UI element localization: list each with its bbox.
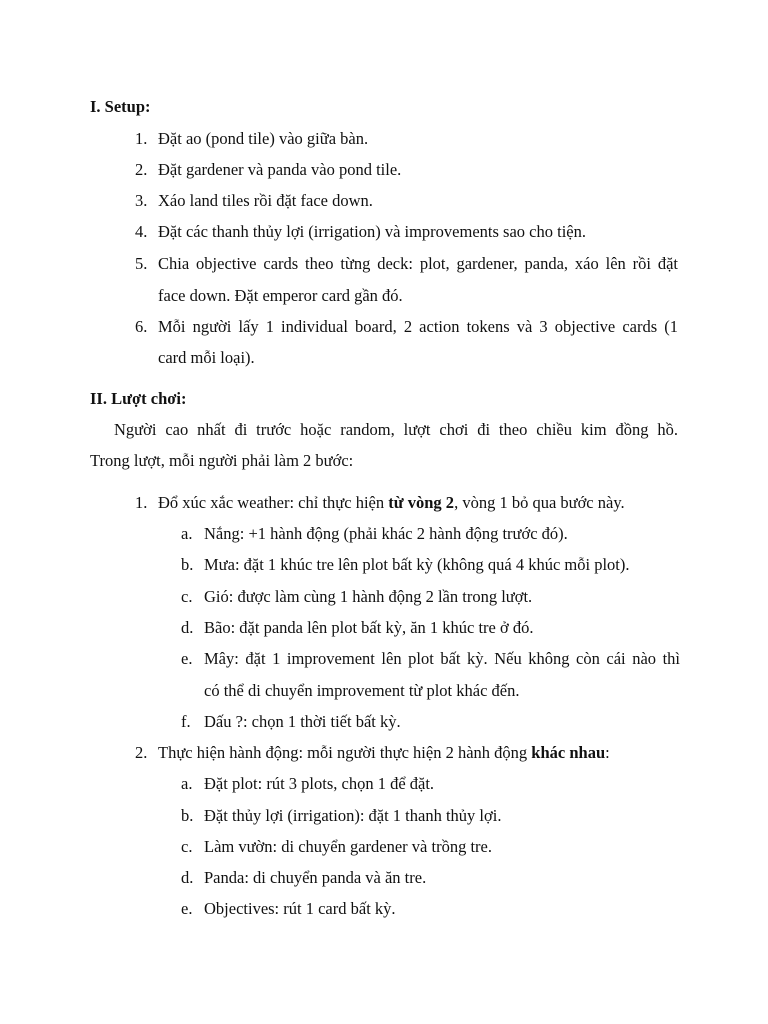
list-letter: b.	[181, 555, 194, 574]
list-letter: b.	[181, 806, 194, 825]
intro-paragraph-line: Người cao nhất đi trước hoặc random, lượt chơi đi theo chiều kim đồng hồ.	[114, 420, 678, 439]
list-number: 5.	[135, 254, 148, 273]
step2-text: Thực hiện hành động: mỗi người thực hiện 2 hành động khác nhau:	[158, 743, 610, 762]
list-item-line: card mỗi loại).	[158, 348, 255, 367]
list-number: 2.	[135, 160, 148, 179]
list-number: 1.	[135, 493, 148, 512]
list-item-line: face down. Đặt emperor card gần đó.	[158, 286, 403, 305]
list-letter: a.	[181, 774, 193, 793]
list-letter: e.	[181, 649, 193, 668]
list-item-line: Mỗi người lấy 1 individual board, 2 action tokens và 3 objective cards (1	[158, 317, 678, 336]
list-letter: a.	[181, 524, 193, 543]
list-number: 1.	[135, 129, 148, 148]
list-letter: d.	[181, 868, 194, 887]
list-letter: c.	[181, 587, 193, 606]
list-letter: d.	[181, 618, 194, 637]
list-item: Dấu ?: chọn 1 thời tiết bất kỳ.	[204, 712, 401, 731]
list-number: 3.	[135, 191, 148, 210]
intro-paragraph-line: Trong lượt, mỗi người phải làm 2 bước:	[90, 451, 354, 470]
list-letter: c.	[181, 837, 193, 856]
list-number: 2.	[135, 743, 148, 762]
list-item: Đặt các thanh thủy lợi (irrigation) và improvements sao cho tiện.	[158, 222, 586, 241]
list-item: Xáo land tiles rồi đặt face down.	[158, 191, 373, 210]
list-item: Objectives: rút 1 card bất kỳ.	[204, 899, 396, 918]
list-item: Panda: di chuyển panda và ăn tre.	[204, 868, 427, 887]
list-item: Đặt plot: rút 3 plots, chọn 1 để đặt.	[204, 774, 435, 793]
list-item-line: Chia objective cards theo từng deck: plot, gardener, panda, xáo lên rồi đặt	[158, 254, 678, 273]
list-item: Mưa: đặt 1 khúc tre lên plot bất kỳ (không quá 4 khúc mỗi plot).	[204, 555, 630, 574]
setup-heading: I. Setup:	[90, 97, 151, 116]
list-item-line: có thể di chuyển improvement từ plot khác đến.	[204, 681, 520, 700]
list-item: Gió: được làm cùng 1 hành động 2 lần trong lượt.	[204, 587, 533, 606]
list-item: Đặt thủy lợi (irrigation): đặt 1 thanh thủy lợi.	[204, 806, 502, 825]
list-letter: e.	[181, 899, 193, 918]
list-item: Làm vườn: di chuyển gardener và trồng tre.	[204, 837, 492, 856]
turn-heading: II. Lượt chơi:	[90, 389, 187, 408]
list-letter: f.	[181, 712, 191, 731]
step1-text: Đổ xúc xắc weather: chỉ thực hiện từ vòng 2, vòng 1 bỏ qua bước này.	[158, 493, 625, 512]
list-number: 6.	[135, 317, 148, 336]
list-item: Đặt gardener và panda vào pond tile.	[158, 160, 402, 179]
list-item: Đặt ao (pond tile) vào giữa bàn.	[158, 129, 369, 148]
list-number: 4.	[135, 222, 148, 241]
list-item-line: Mây: đặt 1 improvement lên plot bất kỳ. Nếu không còn cái nào thì	[204, 649, 680, 668]
list-item: Nắng: +1 hành động (phải khác 2 hành động trước đó).	[204, 524, 568, 543]
list-item: Bão: đặt panda lên plot bất kỳ, ăn 1 khúc tre ở đó.	[204, 618, 534, 637]
